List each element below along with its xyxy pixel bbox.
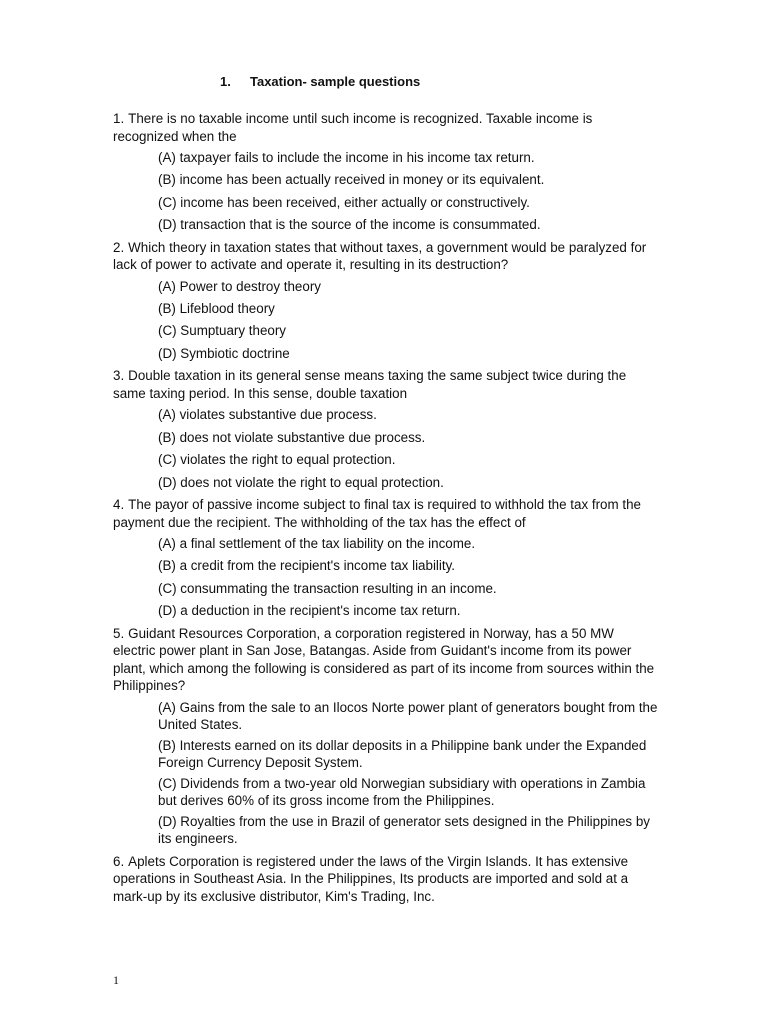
question-stem	[113, 625, 658, 695]
question-2	[113, 239, 658, 363]
question-stem	[113, 239, 658, 274]
option-a: (A) Gains from the sale to an Ilocos Norte power plant of generators bought from the United States.	[158, 699, 658, 733]
question-stem	[113, 853, 658, 906]
options-list	[113, 278, 658, 363]
options-list	[113, 535, 658, 620]
question-number: 5.	[113, 625, 125, 641]
option-b: (B) income has been actually received in money or its equivalent.	[158, 172, 545, 188]
question-text: Aplets Corporation is registered under the laws of the Virgin Islands. It has extensive operations in Southeast Asia. In the Philippines, Its products are imported and sold at a mark-up by its exclusive distributor, Kim's Trading, Inc.	[113, 853, 629, 904]
option-c: (C) consummating the transaction resulting in an income.	[158, 580, 497, 596]
option-c: (C) income has been received, either actually or constructively.	[158, 194, 530, 210]
question-text: The payor of passive income subject to final tax is required to withhold the tax from the payment due the recipient. The withholding of the tax has the effect of	[113, 497, 641, 530]
options-list	[113, 149, 658, 234]
option-a: (A) violates substantive due process.	[158, 407, 377, 423]
option-d: (D) Royalties from the use in Brazil of generator sets designed in the Philippines by its engineers.	[158, 813, 650, 847]
page-title	[220, 73, 420, 91]
option-b: (B) Lifeblood theory	[158, 301, 275, 317]
question-stem	[113, 496, 658, 531]
question-text: There is no taxable income until such income is recognized. Taxable income is recognized when the	[113, 111, 593, 144]
question-number: 6.	[113, 853, 125, 869]
page-number: 1	[113, 973, 119, 987]
question-text: Which theory in taxation states that without taxes, a government would be paralyzed for lack of power to activate and operate it, resulting in its destruction?	[113, 239, 647, 273]
option-d: (D) does not violate the right to equal protection.	[158, 474, 444, 490]
option-c: (C) violates the right to equal protection.	[158, 452, 396, 468]
option-d: (D) a deduction in the recipient's income tax return.	[158, 603, 461, 619]
question-stem	[113, 110, 658, 145]
question-number: 3.	[113, 368, 125, 384]
question-number: 2.	[113, 239, 125, 255]
options-list	[113, 406, 658, 491]
option-a: (A) a final settlement of the tax liability on the income.	[158, 536, 476, 552]
title-text: Taxation- sample questions	[250, 74, 421, 89]
question-text: Guidant Resources Corporation, a corporation registered in Norway, has a 50 MW electric power plant in San Jose, Batangas. Aside from Guidant's income from its power plant, which among the following is considered as part of its income from sources within the Philippines?	[113, 625, 655, 694]
question-3	[113, 367, 658, 491]
option-b: (B) Interests earned on its dollar deposits in a Philippine bank under the Expanded Foreign Currency Deposit System.	[158, 737, 647, 771]
options-list	[113, 699, 658, 848]
option-d: (D) Symbiotic doctrine	[158, 345, 290, 361]
question-5	[113, 625, 658, 848]
question-6	[113, 853, 658, 906]
question-4	[113, 496, 658, 620]
option-c: (C) Dividends from a two-year old Norwegian subsidiary with operations in Zambia but derives 60% of its gross income from the Philippines.	[158, 775, 646, 809]
option-a: (A) Power to destroy theory	[158, 278, 321, 294]
option-b: (B) does not violate substantive due process.	[158, 429, 426, 445]
question-number: 1.	[113, 111, 125, 126]
title-number: 1.	[220, 74, 231, 89]
option-a: (A) taxpayer fails to include the income in his income tax return.	[158, 150, 535, 165]
option-c: (C) Sumptuary theory	[158, 323, 286, 339]
option-b: (B) a credit from the recipient's income tax liability.	[158, 558, 456, 574]
question-text: Double taxation in its general sense means taxing the same subject twice during the same taxing period. In this sense, double taxation	[113, 368, 627, 401]
question-number: 4.	[113, 497, 125, 513]
question-stem	[113, 367, 658, 402]
questions-list	[113, 110, 658, 909]
question-1	[113, 110, 658, 234]
option-d: (D) transaction that is the source of the income is consummated.	[158, 217, 541, 233]
